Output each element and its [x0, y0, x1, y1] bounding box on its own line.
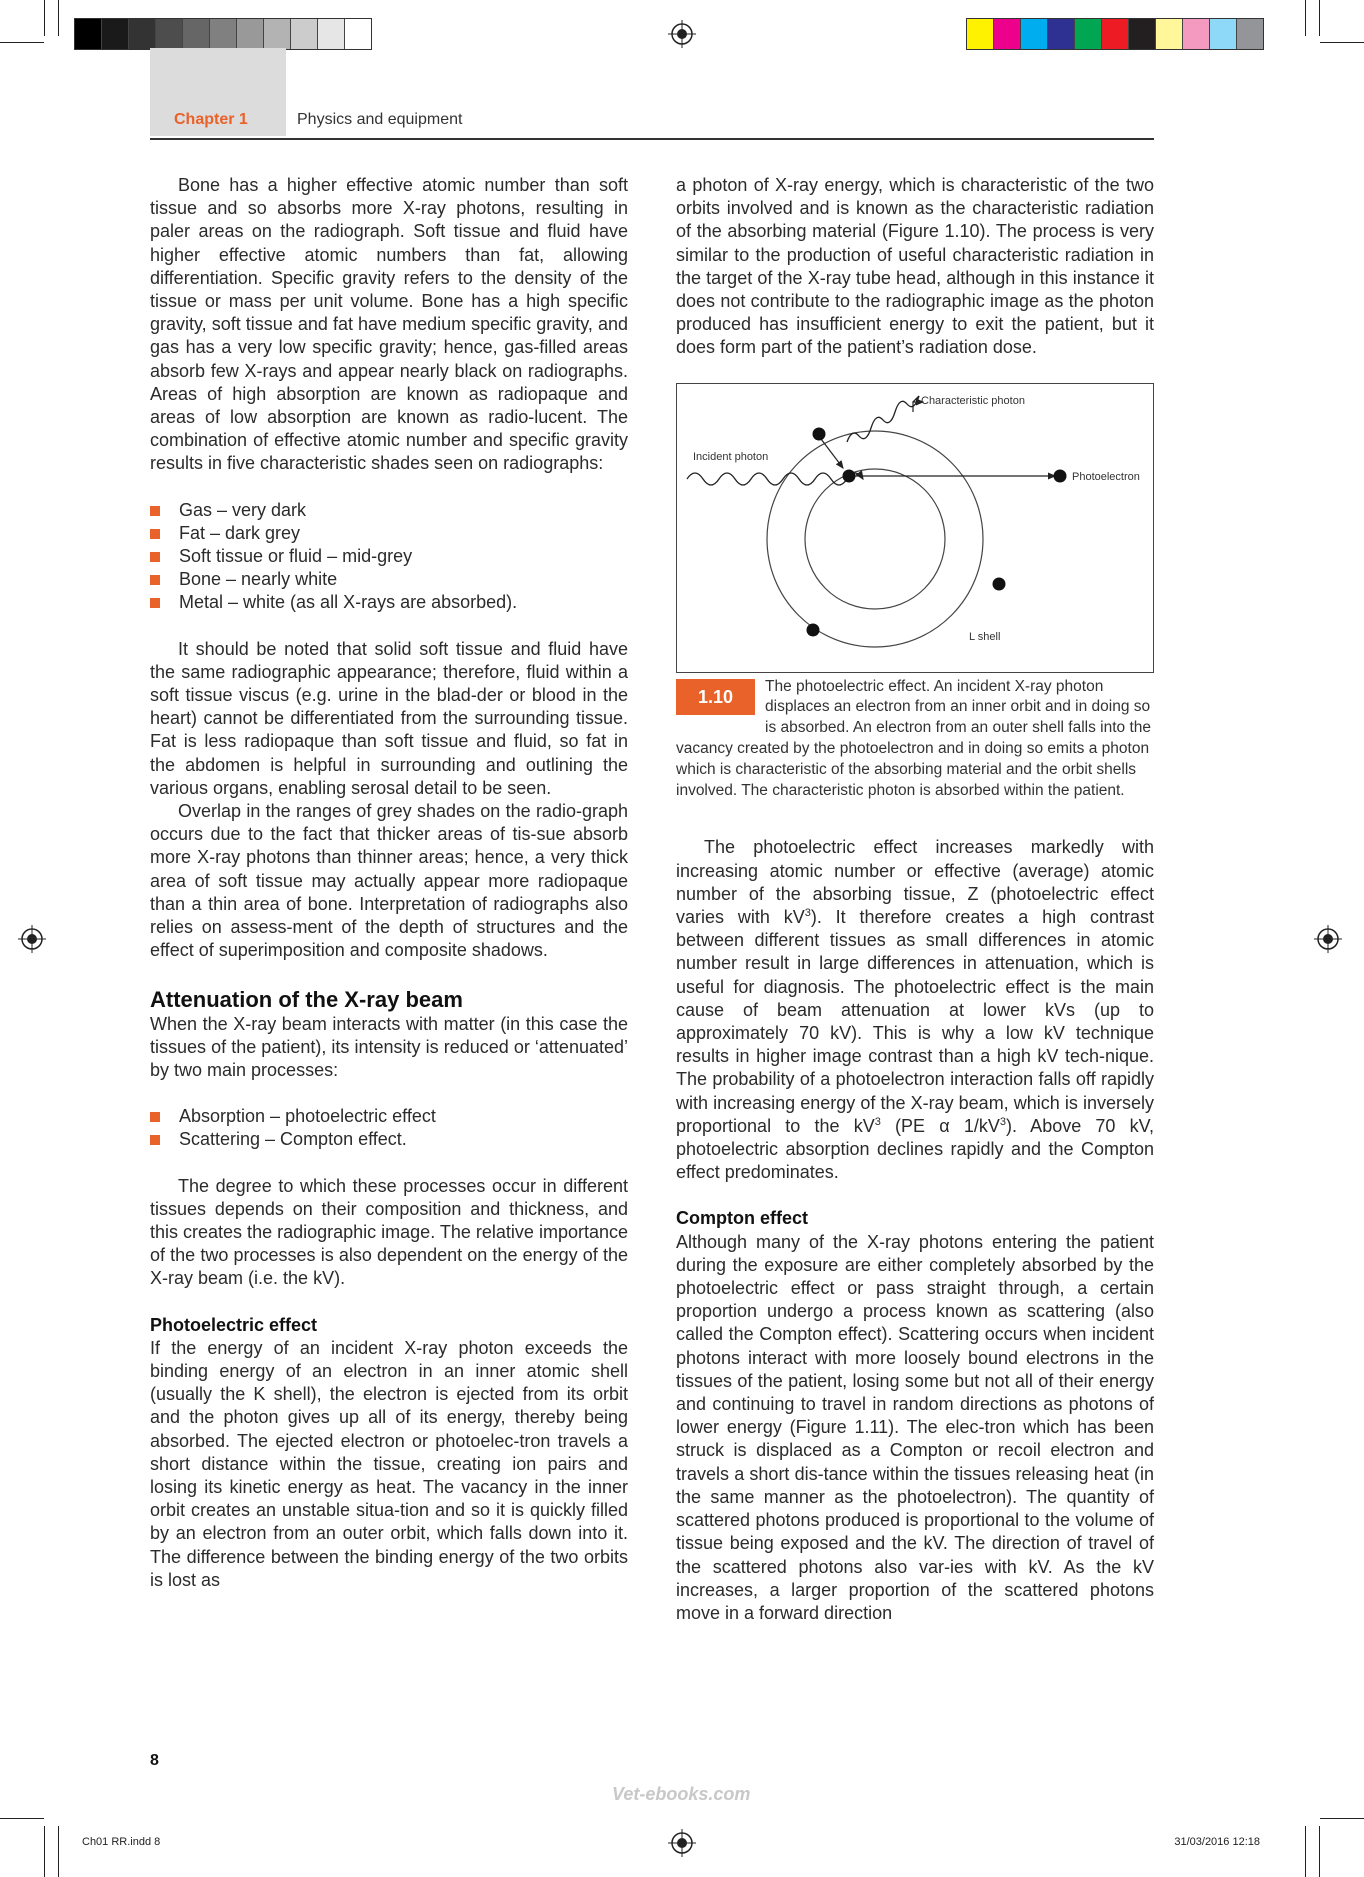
k-shell: [805, 469, 945, 609]
incident-photon-wave: [687, 473, 863, 485]
electron-dot: [807, 623, 820, 636]
bullet-square-icon: [150, 552, 160, 562]
paragraph: It should be noted that solid soft tissue and fluid have the same radiographic appearance; therefore, fluid within a soft tissue viscus (e.g. urine in the blad-der or blood in the heart) cannot be differentiated from the surrounding tissue. Fat is less radiopaque than soft tissue and fluid, so fat in the abdomen is helpful in surrounding and outlining the various organs, enabling serosal detail to be seen.: [150, 638, 628, 798]
bullet-square-icon: [150, 529, 160, 539]
color-swatch: [183, 19, 210, 49]
list-item: Soft tissue or fluid – mid-grey: [150, 545, 628, 568]
paragraph: Bone has a higher effective atomic number than soft tissue and so absorbs more X-ray photons, resulting in paler areas on the radiograph. Soft tissue and fluid have higher effective atomic numbers than fat, allowing differentiation. Specific gravity refers to the density of the tissue or mass per unit volume. Bone has a high specific gravity, soft tissue and fat have medium specific gravity, and gas has a very low specific gravity; hence, gas-filled areas absorb few X-rays and appear nearly black on radiographs. Areas of high absorption are known as radiopaque and areas of low absorption are known as radio-lucent. The combination of effective atomic number and specific gravity results in five characteristic shades seen on radiographs:: [150, 175, 628, 474]
registration-mark-icon: [1314, 925, 1342, 953]
crop-mark: [0, 42, 44, 43]
list-item: Bone – nearly white: [150, 568, 628, 591]
color-swatch: [1048, 19, 1075, 49]
color-swatch: [967, 19, 994, 49]
label-l-shell: L shell: [969, 630, 1001, 643]
paragraph: The degree to which these processes occur in different tissues depends on their composition and thickness, and this creates the radiographic image. The relative importance of the two processes is also dependent on the energy of the X-ray beam (i.e. the kV).: [150, 1175, 628, 1289]
bullet-square-icon: [150, 1135, 160, 1145]
color-swatch: [1237, 19, 1263, 49]
color-swatch: [1210, 19, 1237, 49]
crop-mark: [1319, 0, 1320, 36]
crop-mark: [44, 0, 45, 36]
section-heading: Attenuation of the X-ray beam: [150, 986, 463, 1012]
color-swatch: [1075, 19, 1102, 49]
watermark: Vet-ebooks.com: [612, 1784, 751, 1804]
left-column: [150, 174, 628, 1592]
label-photoelectron: Photoelectron: [1072, 470, 1140, 483]
crop-mark: [1320, 1818, 1364, 1819]
color-swatch: [156, 19, 183, 49]
bullet-square-icon: [150, 1112, 160, 1122]
paragraph: When the X-ray beam interacts with matter (in this case the tissues of the patient), its intensity is reduced or ‘attenuated’ by two main processes:: [150, 1013, 628, 1080]
bullet-square-icon: [150, 598, 160, 608]
subsection-heading: Compton effect: [676, 1208, 808, 1229]
list-item: Fat – dark grey: [150, 522, 628, 545]
label-incident-photon: Incident photon: [693, 450, 769, 463]
crop-mark: [44, 1826, 45, 1877]
grey-swatch-bar: [74, 18, 372, 50]
color-swatch: [102, 19, 129, 49]
list-item: Metal – white (as all X-rays are absorbed).: [150, 591, 628, 614]
color-swatch: [1102, 19, 1129, 49]
figure-caption: [676, 677, 1154, 802]
color-swatch: [210, 19, 237, 49]
header-rule: [150, 138, 1154, 140]
paragraph: If the energy of an incident X-ray photon exceeds the binding energy of an electron in an inner atomic shell (usually the K shell), the electron is ejected from its orbit and the photon gives up all of its energy, thereby being absorbed. The ejected electron or photoelec-tron travels a short distance within the tissue, creating ion pairs and losing its kinetic energy as heat. The vacancy in the inner orbit creates an unstable situa-tion and so it is quickly filled by an electron from an outer orbit, which falls down into it. The difference between the binding energy of the two orbits is lost as: [150, 1337, 628, 1590]
electron-dot: [843, 469, 856, 482]
color-swatch: [291, 19, 318, 49]
color-swatch: [129, 19, 156, 49]
right-column: [676, 174, 1154, 1625]
footer-date-stamp: 31/03/2016 12:18: [1174, 1836, 1260, 1848]
color-swatch: [1021, 19, 1048, 49]
footer-file-slug: Ch01 RR.indd 8: [82, 1836, 161, 1848]
electron-dot: [993, 577, 1006, 590]
paragraph: Although many of the X-ray photons entering the patient during the exposure are either completely absorbed by the photoelectric effect or pass straight through, a certain proportion undergo a process known as scattering (also called the Compton effect). Scattering occurs when incident photons interact with more loosely bound electrons in the tissues of the patient, losing some but not all of their energy and continuing to travel in random directions as photons of lower energy (Figure 1.11). The elec-tron which has been struck is displaced as a Compton or recoil electron and travels a short dis-tance within the tissues releasing heat (in the same manner as the photoelectron). The quantity of scattered photons produced is proportional to the volume of tissue being exposed and the kV. The direction of travel of the scattered photons also var-ies with kV. As the kV increases, a larger proportion of the scattered photons move in a forward direction: [676, 1231, 1154, 1623]
paragraph: The photoelectric effect increases markedly with increasing atomic number or effective (average) atomic number of the absorbing tissue, Z (photoelectric effect varies with $kV^3$). It therefore creates a high contrast between different tissues as small differences in atomic number result in large differences in attenuation, which is useful for diagnosis. The photoelectric effect is the main cause of beam attenuation at lower kVs (up to approximately 70 kV). This is why a low kV technique results in higher image contrast than a high kV tech-nique. The probability of a photoelectron interaction falls off rapidly with increasing energy of the X-ray beam, which is inversely proportional to the $kV^3$ (PE α $1/kV^3$). Above 70 kV, photoelectric absorption declines rapidly and the Compton effect predominates.: [676, 837, 1154, 1183]
list-item: Absorption – photoelectric effect: [150, 1105, 628, 1128]
registration-mark-icon: [668, 20, 696, 48]
l-shell: [767, 431, 983, 647]
color-swatch: [264, 19, 291, 49]
bullet-square-icon: [150, 506, 160, 516]
color-swatch: [1129, 19, 1156, 49]
color-swatch: [994, 19, 1021, 49]
figure-number-badge: 1.10: [676, 679, 755, 715]
color-swatch-bar: [966, 18, 1264, 50]
crop-mark: [1319, 1826, 1320, 1877]
crop-mark: [0, 1818, 44, 1819]
electron-dot: [1054, 469, 1067, 482]
crop-mark: [1305, 1826, 1306, 1877]
figure-photoelectric-effect: [676, 383, 1154, 673]
crop-mark: [1320, 42, 1364, 43]
figure-caption-text: The photoelectric effect. An incident X-ray photon displaces an electron from an inner orbit and in doing so is absorbed. An electron from an outer shell falls into the vacancy created by the photoelectron and in doing so emits a photon which is characteristic of the absorbing material and the orbit shells involved. The characteristic photon is absorbed within the patient.: [676, 677, 1151, 799]
paragraph: Overlap in the ranges of grey shades on the radio-graph occurs due to the fact that thicker areas of tis-sue absorb more X-ray photons than thinner areas; hence, a very thick area of soft tissue may actually appear more radiopaque than a thin area of bone. Interpretation of radiographs also relies on assess-ment of the depth of structures and the effect of superimposition and composite shadows.: [150, 801, 628, 961]
color-swatch: [75, 19, 102, 49]
electron-dot: [813, 427, 826, 440]
bullet-square-icon: [150, 575, 160, 585]
characteristic-photon-wave: [847, 396, 919, 442]
paragraph: a photon of X-ray energy, which is characteristic of the two orbits involved and is known as the characteristic radiation of the absorbing material (Figure 1.10). The process is very similar to the production of useful characteristic radiation in the target of the X-ray tube head, although in this instance it does not contribute to the radiographic image as the photon produced has insufficient energy to exit the patient, but it does form part of the patient’s radiation dose.: [676, 175, 1154, 358]
registration-mark-icon: [18, 925, 46, 953]
registration-mark-icon: [668, 1829, 696, 1857]
crop-mark: [1305, 0, 1306, 36]
color-swatch: [345, 19, 371, 49]
chapter-label: Chapter 1: [174, 111, 248, 128]
processes-list: [150, 1105, 628, 1151]
list-item: Gas – very dark: [150, 499, 628, 522]
color-swatch: [237, 19, 264, 49]
crop-mark: [58, 0, 59, 36]
list-item: Scattering – Compton effect.: [150, 1128, 628, 1151]
photoelectric-diagram: [677, 384, 1153, 672]
label-characteristic-photon: Characteristic photon: [921, 394, 1025, 407]
color-swatch: [318, 19, 345, 49]
shades-list: [150, 499, 628, 615]
chapter-title: Physics and equipment: [297, 111, 463, 128]
crop-mark: [58, 1826, 59, 1877]
subsection-heading: Photoelectric effect: [150, 1314, 318, 1335]
page-number: 8: [150, 1752, 159, 1769]
color-swatch: [1183, 19, 1210, 49]
color-swatch: [1156, 19, 1183, 49]
